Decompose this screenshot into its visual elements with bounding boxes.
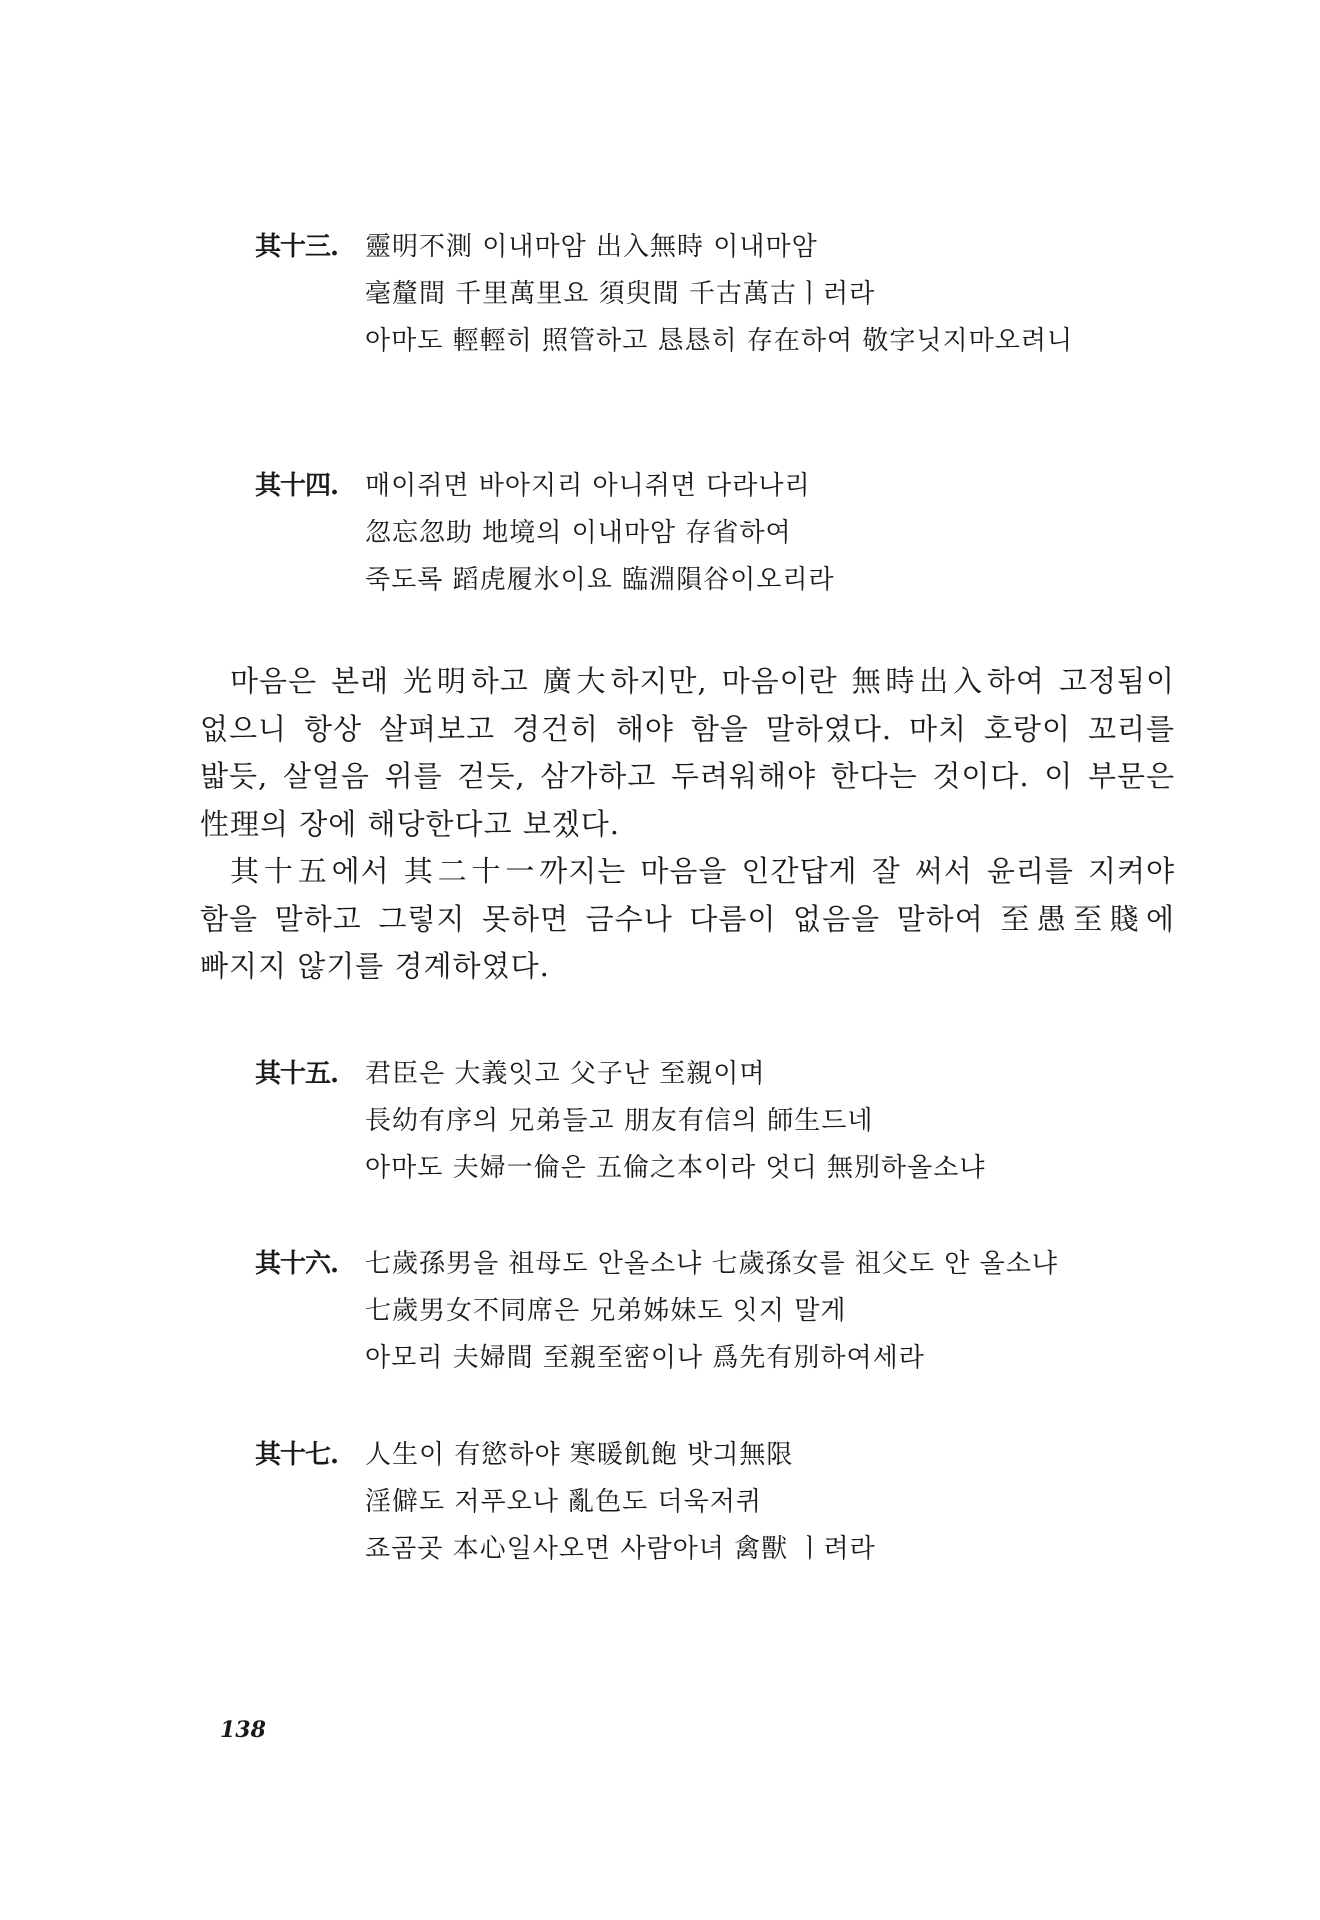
commentary-paragraph: 마음은 본래 光明하고 廣大하지만, 마음이란 無時出入하여 고정됨이 없으니 항상 살펴보고 경건히 해야 함을 말하였다. 마치 호랑이 꼬리를 밟듯, 살얼음 위를 걷듯, 삼가하고 두려워해야 한다는 것이다. 이 부문은 性理의 장에 해당한다고 보겠다. [200,664,1175,841]
verse-text: 七歲孫男을 祖母도 안올소냐 七歲孫女를 祖父도 안 올소냐 [365,1249,1058,1279]
verse-text: 죽도록 蹈虎履氷이요 臨淵隕谷이오리라 [365,565,835,595]
verse-line [255,273,1235,320]
verse-line [255,465,1235,512]
verse-label: 其十三. [255,232,339,262]
verse-line [255,1337,1235,1384]
verse-line [255,1290,1235,1337]
verse-text: 靈明不測 이내마암 出入無時 이내마암 [365,232,818,262]
verse-line [255,1481,1235,1528]
verse-block [255,465,1235,606]
verse-text: 七歲男女不同席은 兄弟姊妹도 잇지 말게 [365,1296,847,1326]
verse-text: 아마도 夫婦一倫은 五倫之本이라 엇디 無別하올소냐 [365,1153,986,1183]
verse-text: 매이쥐면 바아지리 아니쥐면 다라나리 [365,471,811,501]
verse-block [255,226,1235,367]
verse-block [255,1243,1235,1384]
verse-text: 아마도 輕輕히 照管하고 恳恳히 存在하여 敬字닛지마오려니 [365,326,1074,356]
commentary-paragraph: 其十五에서 其二十一까지는 마음을 인간답게 잘 써서 윤리를 지켜야 함을 말하고 그렇지 못하면 금수나 다름이 없음을 말하여 至愚至賤에 빠지지 않기를 경계하였다. [200,854,1175,983]
verse-text: 淫僻도 저푸오나 亂色도 더욱저퀴 [365,1487,762,1517]
verse-line [255,1100,1235,1147]
verse-line [255,320,1235,367]
verse-text: 죠곰곳 本心일사오면 사람아녀 禽獸 ㅣ려라 [365,1534,876,1564]
verse-line [255,226,1235,273]
verse-text: 忽忘忽助 地境의 이내마암 存省하여 [365,518,792,548]
verse-text: 毫釐間 千里萬里요 須臾間 千古萬古ㅣ러라 [365,279,876,309]
verse-block [255,1434,1235,1575]
verse-text: 長幼有序의 兄弟들고 朋友有信의 師生드네 [365,1106,874,1136]
verse-label: 其十七. [255,1440,339,1470]
verse-line [255,1528,1235,1575]
verse-line [255,1434,1235,1481]
page-number: 138 [220,1717,266,1743]
verse-label: 其十六. [255,1249,339,1279]
commentary [200,658,1175,991]
verse-label: 其十五. [255,1059,339,1089]
verse-line [255,512,1235,559]
verse-text: 아모리 夫婦間 至親至密이나 爲先有別하여세라 [365,1343,925,1373]
verse-text: 人生이 有慾하야 寒暖飢飽 밧긔無限 [365,1440,794,1470]
verse-label: 其十四. [255,471,339,501]
verse-line [255,1243,1235,1290]
verse-block [255,1053,1235,1194]
verse-line [255,1147,1235,1194]
verse-text: 君臣은 大義잇고 父子난 至親이며 [365,1059,766,1089]
verse-line [255,559,1235,606]
verse-line [255,1053,1235,1100]
